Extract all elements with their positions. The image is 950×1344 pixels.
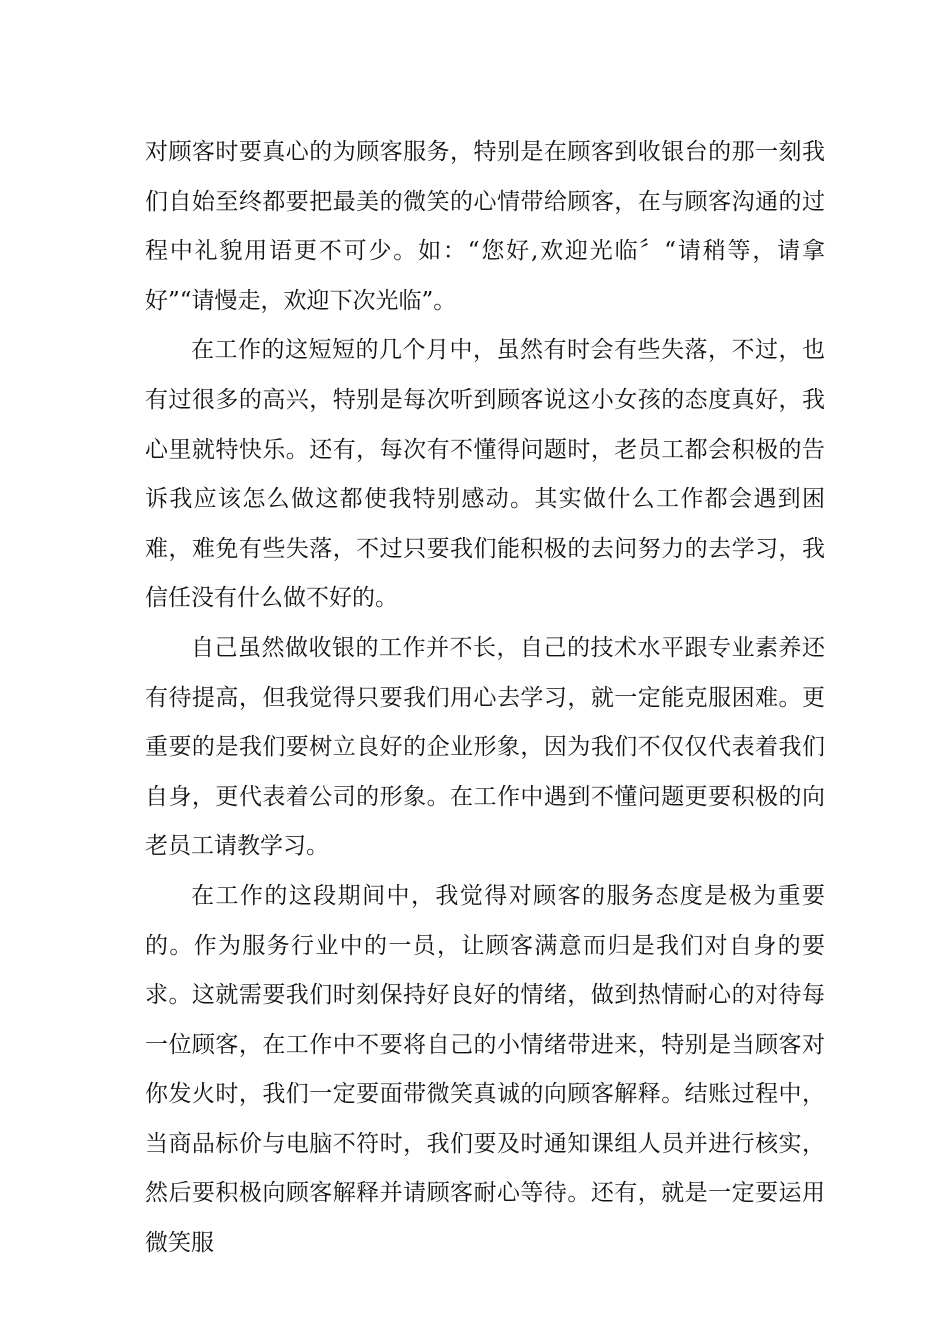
paragraph-4: 在工作的这段期间中，我觉得对顾客的服务态度是极为重要的。作为服务行业中的一员，让顾客满意而归是我们对自身的要求。这就需要我们时刻保持好良好的情绪，做到热情耐心的对待每一位顾客，在工作中不要将自己的小情绪带进来，特别是当顾客对你发火时，我们一定要面带微笑真诚的向顾客解释。结账过程中，当商品标价与电脑不符时，我们要及时通知课组人员并进行核实，然后要积极向顾客解释并请顾客耐心等待。还有，就是一定要运用微笑服 (145, 882, 825, 1257)
paragraph-1: 对顾客时要真心的为顾客服务，特别是在顾客到收银台的那一刻我们自始至终都要把最美的微笑的心情带给顾客，在与顾客沟通的过程中礼貌用语更不可少。如：“您好,欢迎光临〞“请稍等，请拿好”“请慢走，欢迎下次光临”。 (145, 139, 825, 314)
paragraph-3: 自己虽然做收银的工作并不长，自己的技术水平跟专业素养还有待提高，但我觉得只要我们用心去学习，就一定能克服困难。更重要的是我们要树立良好的企业形象，因为我们不仅仅代表着我们自身，更代表着公司的形象。在工作中遇到不懂问题更要积极的向老员工请教学习。 (145, 634, 825, 860)
document-body (145, 128, 825, 1269)
paragraph-2: 在工作的这短短的几个月中，虽然有时会有些失落，不过，也有过很多的高兴，特别是每次听到顾客说这小女孩的态度真好，我心里就特快乐。还有，每次有不懂得问题时，老员工都会积极的告诉我应该怎么做这都使我特别感动。其实做什么工作都会遇到困难，难免有些失落，不过只要我们能积极的去问努力的去学习，我信任没有什么做不好的。 (145, 337, 825, 612)
